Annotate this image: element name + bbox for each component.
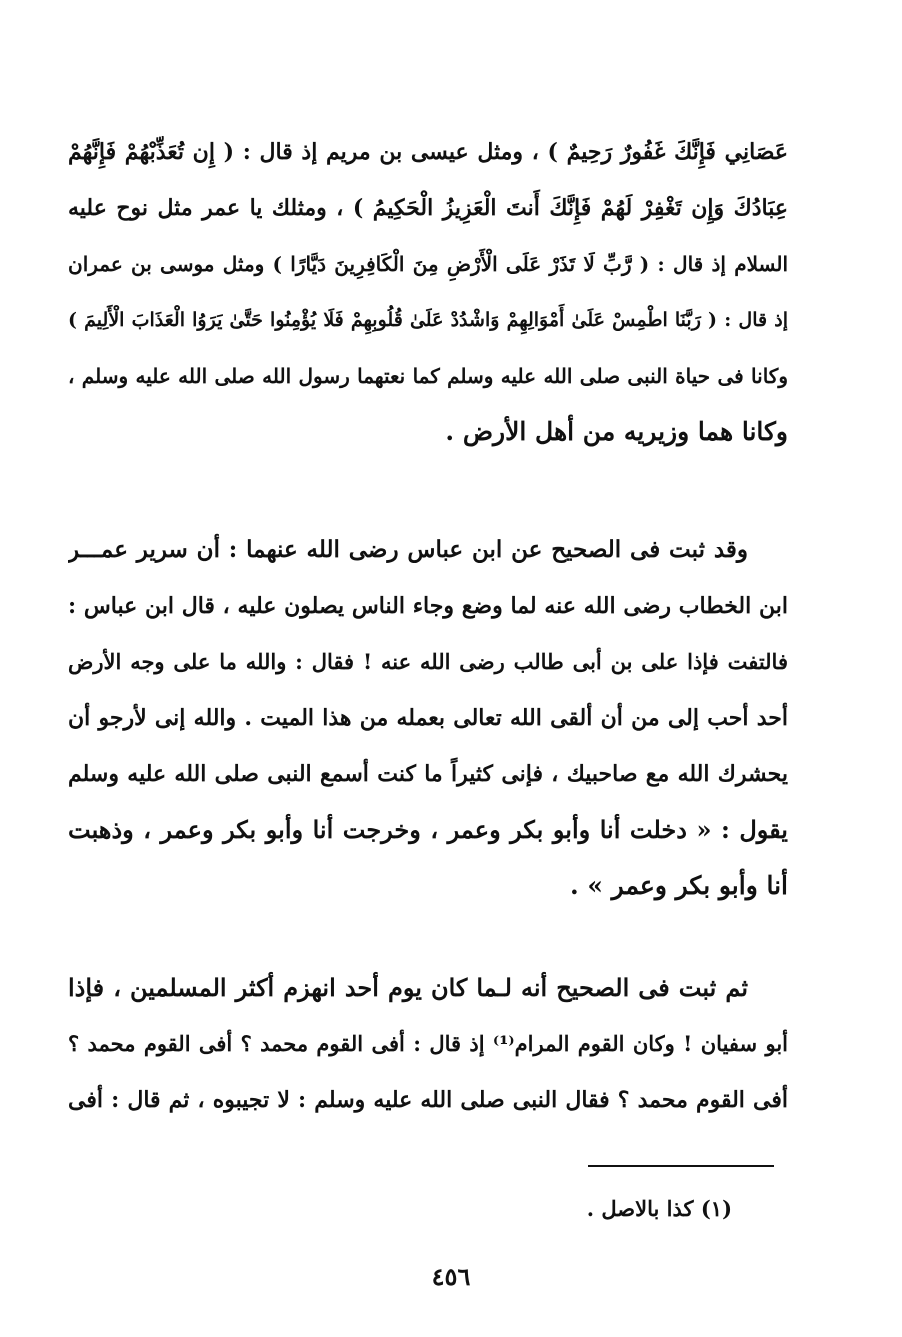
- text-line: ثم ثبت فى الصحيح أنه لـما كان يوم أحد انهزم أكثر المسلمين ، فإذا: [68, 973, 748, 1002]
- footnote: (١) كذا بالاصل .: [586, 1196, 732, 1221]
- text-line: وقد ثبت فى الصحيح عن ابن عباس رضى الله عنهما : أن سرير عمـــر: [68, 536, 748, 563]
- text-line: ابن الخطاب رضى الله عنه لما وضع وجاء الناس يصلون عليه ، قال ابن عباس :: [68, 593, 788, 619]
- text-line: أنا وأبو بكر وعمر » .: [569, 871, 788, 900]
- text-line: أفى القوم محمد ؟ فقال النبى صلى الله عليه وسلم : لا تجيبوه ، ثم قال : أفى: [68, 1087, 788, 1113]
- text-line: أحد أحب إلى من أن ألقى الله تعالى بعمله من هذا الميت . والله إنى لأرجو أن: [68, 705, 788, 731]
- paragraph-2: [68, 522, 788, 914]
- text-line: فالتفت فإذا على بن أبى طالب رضى الله عنه ! فقال : والله ما على وجه الأرض: [68, 649, 788, 674]
- text-line: السلام إذ قال : ( رَّبِّ لَا تَذَرْ عَلَى الْأَرْضِ مِنَ الْكَافِرِينَ دَيَّارًا ) ومثل موسى بن عمران: [68, 252, 788, 276]
- footnote-divider: [588, 1165, 774, 1167]
- paragraph-3: [68, 960, 788, 1128]
- text-line: وكانا فى حياة النبى صلى الله عليه وسلم كما نعتهما رسول الله صلى الله عليه وسلم ،: [68, 364, 788, 388]
- text-line: يقول : « دخلت أنا وأبو بكر وعمر ، وخرجت أنا وأبو بكر وعمر ، وذهبت: [68, 815, 788, 844]
- paragraph-1: [68, 124, 788, 460]
- page-number: ٤٥٦: [431, 1262, 471, 1291]
- text-line: عِبَادُكَ وَإِن تَغْفِرْ لَهُمْ فَإِنَّكَ أَنتَ الْعَزِيزُ الْحَكِيمُ ) ، ومثلك يا عمر مثل نوح عليه: [68, 195, 788, 221]
- text-line: إذ قال : ( رَبَّنَا اطْمِسْ عَلَىٰ أَمْوَالِهِمْ وَاشْدُدْ عَلَىٰ قُلُوبِهِمْ فَلَا يُؤْمِنُوا حَتَّىٰ يَرَوُا الْعَذَابَ الْأَلِيمَ ): [68, 309, 788, 331]
- text-line: يحشرك الله مع صاحبيك ، فإنى كثيراً ما كنت أسمع النبى صلى الله عليه وسلم: [68, 761, 788, 787]
- text-line: أبو سفيان ! وكان القوم المرام⁽¹⁾ إذ قال : أفى القوم محمد ؟ أفى القوم محمد ؟: [68, 1031, 788, 1056]
- text-line: عَصَانِي فَإِنَّكَ غَفُورٌ رَحِيمٌ ) ، ومثل عيسى بن مريم إذ قال : ( إِن تُعَذِّبْهُمْ فَإِنَّهُمْ: [68, 139, 788, 165]
- text-line: وكانا هما وزيريه من أهل الأرض .: [445, 417, 788, 446]
